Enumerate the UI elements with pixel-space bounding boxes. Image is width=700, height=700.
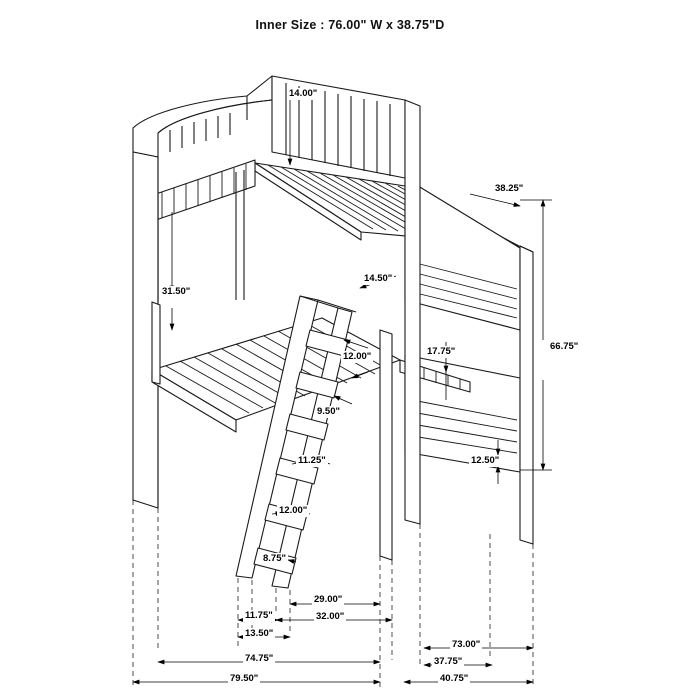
dimension-label-ladder-step-1: 11.25"	[298, 455, 326, 466]
dimension-label-ladder-step-2: 12.00"	[279, 505, 308, 516]
dimension-label-guardrail-height: 31.50"	[162, 286, 191, 297]
dimension-label-top-rail-width: 14.00"	[289, 88, 318, 99]
dimension-label-upper-bunk-height: 38.25"	[495, 183, 524, 194]
dimension-label-depth-inner: 37.75"	[434, 656, 463, 667]
dimension-label-ladder-base-width: 13.50"	[245, 628, 274, 639]
dimension-label-depth-side: 73.00"	[452, 639, 481, 650]
dimension-label-ladder-base-offset: 11.75"	[245, 610, 273, 621]
dimension-label-lower-clearance: 12.50"	[471, 455, 500, 466]
bed-structure	[133, 76, 533, 588]
dimension-label-depth-overall: 40.75"	[440, 673, 469, 684]
dimension-label-overall-height: 66.75"	[550, 341, 579, 352]
dimension-label-ladder-step-3: 8.75"	[263, 553, 286, 564]
dimension-label-length-overall: 79.50"	[230, 673, 259, 684]
dimension-label-lower-bunk-panel: 17.75"	[427, 346, 456, 357]
page-title: Inner Size : 76.00" W x 38.75"D	[255, 18, 445, 32]
dimension-label-ladder-span-inner: 29.00"	[314, 594, 343, 605]
dimension-label-lower-rail: 9.50"	[317, 406, 340, 417]
dimension-label-ladder-offset: 12.00"	[343, 351, 372, 362]
dimension-label-mid-clearance: 14.50"	[364, 273, 393, 284]
dimension-label-ladder-span-outer: 32.00"	[316, 611, 345, 622]
dimension-label-length-inner: 74.75"	[245, 653, 274, 664]
